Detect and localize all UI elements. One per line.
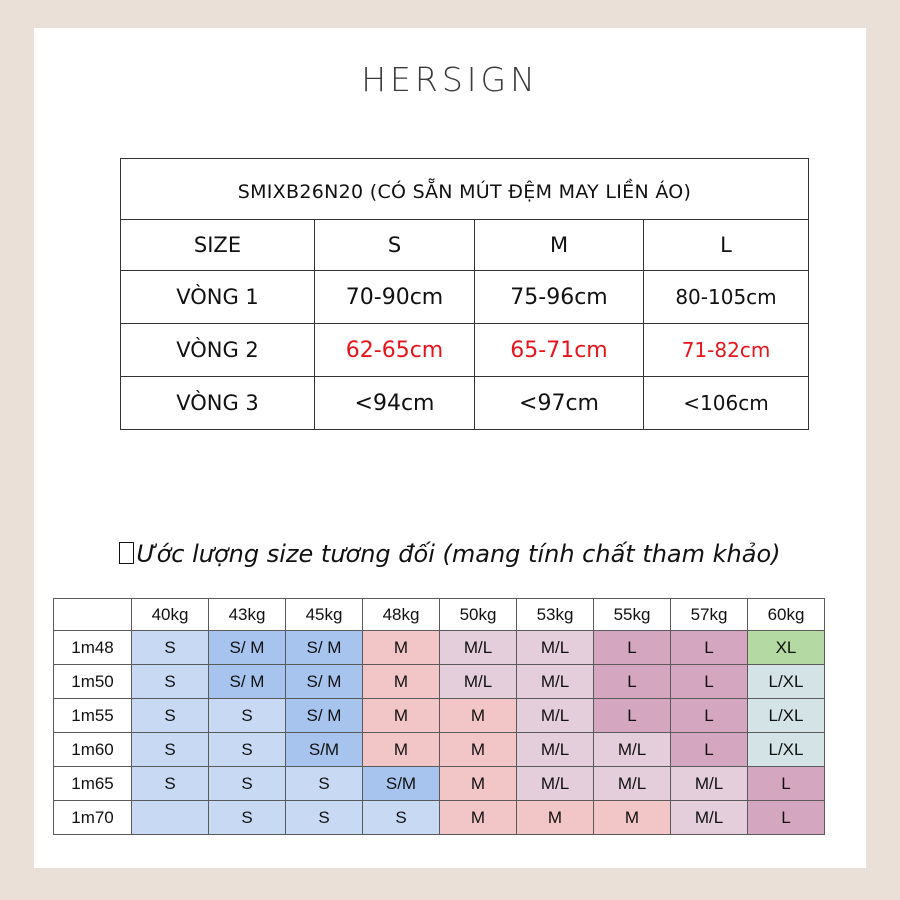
size-cell: M/L (440, 631, 517, 665)
weight-header: 40kg (132, 599, 209, 631)
spec-row-vong-1 (121, 271, 809, 324)
size-cell: L (748, 801, 825, 835)
weight-header: 50kg (440, 599, 517, 631)
spec-header-l: L (644, 220, 809, 271)
size-spec-table (120, 158, 809, 430)
size-cell: S/ M (209, 665, 286, 699)
size-cell: S (132, 733, 209, 767)
size-cell: S (132, 699, 209, 733)
size-cell: S (209, 733, 286, 767)
spec-value: <94cm (315, 377, 475, 430)
spec-value: 80-105cm (644, 271, 809, 324)
spec-value: 75-96cm (475, 271, 644, 324)
spec-header-s: S (315, 220, 475, 271)
height-label: 1m55 (54, 699, 132, 733)
height-row-1m65 (54, 767, 825, 801)
size-cell: S (286, 767, 363, 801)
spec-header-row (121, 220, 809, 271)
size-cell: L/XL (748, 699, 825, 733)
size-estimate-grid (53, 598, 825, 835)
size-cell: M (440, 801, 517, 835)
spec-row-vong-3 (121, 377, 809, 430)
spec-header-size: SIZE (121, 220, 315, 271)
size-cell: M/L (517, 665, 594, 699)
size-cell: L (594, 631, 671, 665)
size-cell: L (594, 699, 671, 733)
size-cell: M/L (671, 801, 748, 835)
height-row-1m55 (54, 699, 825, 733)
size-cell: S/ M (209, 631, 286, 665)
spec-row-label: VÒNG 3 (121, 377, 315, 430)
size-cell: L (671, 631, 748, 665)
corner-cell (54, 599, 132, 631)
size-chart-card (34, 28, 866, 868)
checkbox-glyph-icon (119, 542, 134, 564)
height-label: 1m65 (54, 767, 132, 801)
height-row-1m60 (54, 733, 825, 767)
height-label: 1m48 (54, 631, 132, 665)
size-cell: L (671, 665, 748, 699)
size-cell: M (363, 631, 440, 665)
size-cell: S/ M (286, 665, 363, 699)
spec-row-label: VÒNG 1 (121, 271, 315, 324)
spec-value: 70-90cm (315, 271, 475, 324)
size-cell: S/M (286, 733, 363, 767)
size-cell: S (209, 699, 286, 733)
size-cell: L (748, 767, 825, 801)
spec-row-vong-2 (121, 324, 809, 377)
size-cell: S (209, 767, 286, 801)
size-cell: M/L (594, 733, 671, 767)
estimate-heading-text: Ước lượng size tương đối (mang tính chất tham khảo) (136, 540, 781, 568)
size-cell: M/L (594, 767, 671, 801)
size-cell: M/L (517, 733, 594, 767)
size-cell: M (440, 733, 517, 767)
weight-header: 57kg (671, 599, 748, 631)
size-cell: M (517, 801, 594, 835)
size-cell: S (132, 631, 209, 665)
weight-header: 55kg (594, 599, 671, 631)
size-cell: S (132, 767, 209, 801)
size-cell: L (671, 699, 748, 733)
size-cell: L (671, 733, 748, 767)
spec-value-highlight: 65-71cm (475, 324, 644, 377)
size-cell: L (594, 665, 671, 699)
size-cell: S/ M (286, 699, 363, 733)
spec-value: <97cm (475, 377, 644, 430)
size-cell: S (286, 801, 363, 835)
size-cell: M (363, 733, 440, 767)
size-cell: S (132, 665, 209, 699)
weight-header: 60kg (748, 599, 825, 631)
size-cell: S/ M (286, 631, 363, 665)
weight-header: 48kg (363, 599, 440, 631)
size-cell: S/M (363, 767, 440, 801)
height-label: 1m50 (54, 665, 132, 699)
size-cell: M (363, 699, 440, 733)
height-label: 1m70 (54, 801, 132, 835)
brand-logo: HERSIGN (361, 60, 539, 99)
size-cell: M/L (517, 767, 594, 801)
weight-header: 43kg (209, 599, 286, 631)
size-cell: M (440, 767, 517, 801)
size-cell: M/L (517, 699, 594, 733)
height-row-1m48 (54, 631, 825, 665)
estimate-heading (34, 540, 866, 568)
size-cell: M/L (440, 665, 517, 699)
weight-header: 45kg (286, 599, 363, 631)
weight-header: 53kg (517, 599, 594, 631)
size-cell: S (209, 801, 286, 835)
size-cell: M (440, 699, 517, 733)
height-row-1m70 (54, 801, 825, 835)
size-cell: M (363, 665, 440, 699)
height-row-1m50 (54, 665, 825, 699)
spec-row-label: VÒNG 2 (121, 324, 315, 377)
weight-header-row (54, 599, 825, 631)
spec-table-title: SMIXB26N20 (CÓ SẴN MÚT ĐỆM MAY LIỀN ÁO) (121, 159, 809, 220)
size-cell: M (594, 801, 671, 835)
size-cell (132, 801, 209, 835)
spec-value-highlight: 71-82cm (644, 324, 809, 377)
size-cell: L/XL (748, 733, 825, 767)
size-cell: XL (748, 631, 825, 665)
spec-value: <106cm (644, 377, 809, 430)
size-cell: S (363, 801, 440, 835)
size-cell: L/XL (748, 665, 825, 699)
height-label: 1m60 (54, 733, 132, 767)
spec-value-highlight: 62-65cm (315, 324, 475, 377)
spec-header-m: M (475, 220, 644, 271)
size-cell: M/L (671, 767, 748, 801)
size-cell: M/L (517, 631, 594, 665)
